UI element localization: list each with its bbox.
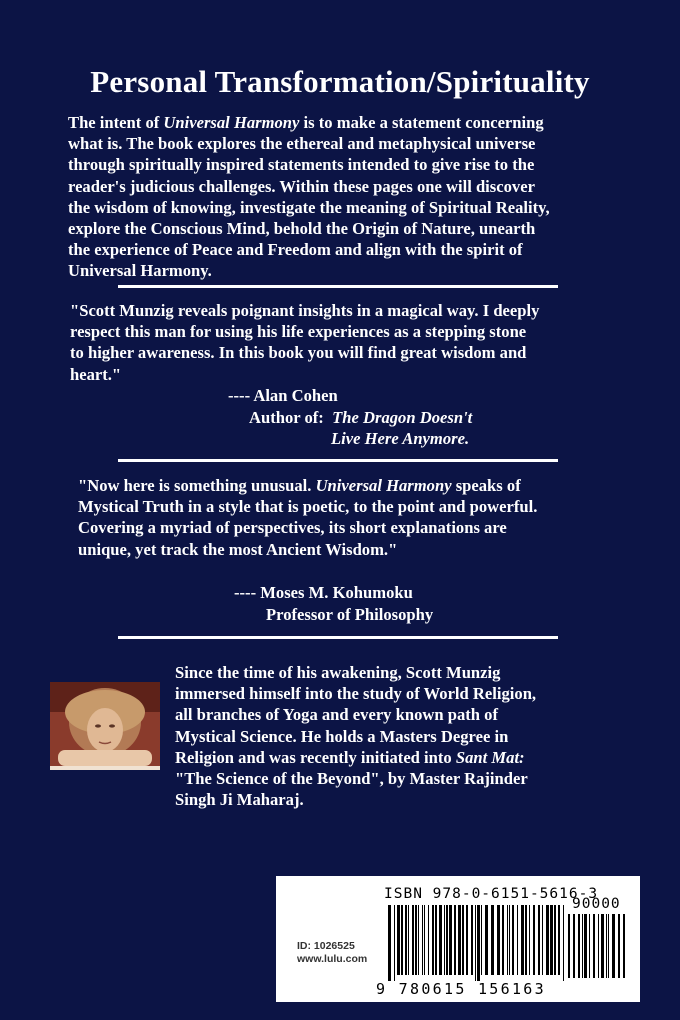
barcode-bar	[578, 914, 580, 978]
quote1-credit: Author of: The Dragon Doesn't	[249, 408, 473, 427]
barcode-bar	[412, 905, 414, 975]
barcode-bar	[422, 905, 423, 975]
quote-line: Mystical Truth in a style that is poetic, to the point and powerful.	[78, 497, 538, 517]
barcode-bar	[458, 905, 461, 975]
bio-line: Religion and was recently initiated into Sant Mat:	[175, 747, 525, 767]
barcode-bar	[623, 914, 625, 978]
barcode-bar	[471, 905, 473, 975]
intro-line: the experience of Peace and Freedom and align with the spirit of	[68, 240, 523, 260]
isbn-label: ISBN 978-0-6151-5616-3	[384, 886, 599, 902]
barcode-bar	[612, 914, 615, 978]
bio-line: "The Science of the Beyond", by Master Rajinder	[175, 769, 528, 789]
intro-line: explore the Conscious Mind, behold the Origin of Nature, unearth	[68, 219, 536, 239]
barcode-bar	[444, 905, 445, 975]
barcode-bar	[475, 905, 476, 981]
barcode-bar	[428, 905, 429, 975]
price-addon-barcode-icon	[568, 914, 630, 994]
bio-line: Mystical Science. He holds a Masters Degree in	[175, 726, 509, 746]
intro-line: what is. The book explores the ethereal and metaphysical universe	[68, 134, 536, 154]
divider-1	[118, 285, 558, 288]
barcode-bar	[525, 905, 527, 975]
barcode-bar	[568, 914, 570, 978]
barcode-bar	[481, 905, 482, 975]
intro-line: The intent of Universal Harmony is to make a statement concerning	[68, 113, 544, 132]
barcode-bar	[584, 914, 587, 978]
barcode-bar	[446, 905, 448, 975]
barcode-bar	[408, 905, 409, 975]
quote-line: "Scott Munzig reveals poignant insights in a magical way. I deeply	[70, 301, 540, 320]
bio-line: immersed himself into the study of World Religion,	[175, 684, 537, 704]
quote-line: unique, yet track the most Ancient Wisdom."	[78, 539, 398, 559]
barcode-bar	[593, 914, 595, 978]
barcode-bar	[449, 905, 452, 975]
barcode-bar	[601, 914, 604, 978]
barcode-bar	[507, 905, 508, 975]
author-portrait-icon	[50, 682, 160, 770]
barcode-bar	[454, 905, 456, 975]
quote-line: to higher awareness. In this book you will find great wisdom and	[70, 343, 527, 363]
barcode-bar	[618, 914, 620, 978]
barcode-bar	[424, 905, 425, 975]
barcode-bar	[397, 905, 400, 975]
barcode-bar	[401, 905, 403, 975]
barcode-bar	[466, 905, 468, 975]
author-photo	[50, 682, 160, 770]
barcode-bar	[405, 905, 407, 975]
barcode-bar	[589, 914, 590, 978]
barcode-bar	[550, 905, 553, 975]
divider-3	[118, 636, 558, 639]
bio-line: all branches of Yoga and every known path of	[175, 705, 498, 725]
barcode-bar	[598, 914, 599, 978]
intro-line: Universal Harmony.	[68, 261, 212, 281]
barcode-bar	[521, 905, 524, 975]
divider-2	[118, 459, 558, 462]
barcode-bar	[477, 905, 480, 981]
barcode-bar	[432, 905, 434, 975]
barcode-bar	[606, 914, 607, 978]
quote-alan-cohen	[70, 300, 630, 385]
book-title-italic: Universal Harmony	[163, 113, 300, 132]
quote1-credit-cont: Live Here Anymore.	[331, 429, 470, 448]
barcode-bar	[512, 905, 514, 975]
quote-moses-kohumoku	[78, 475, 638, 560]
barcode-bar	[554, 905, 556, 975]
bio-line: Singh Ji Maharaj.	[175, 790, 304, 810]
author-bio	[175, 662, 645, 810]
barcode-bar	[563, 905, 564, 981]
barcode-panel	[276, 876, 640, 1002]
barcode-bar	[435, 905, 437, 975]
price-code: 90000	[572, 896, 621, 912]
intro-line: through spiritually inspired statements intended to give rise to the	[68, 155, 535, 175]
quote-line: respect this man for using his life experiences as a stepping stone	[70, 322, 527, 342]
barcode-bar	[502, 905, 504, 975]
barcode-bar	[485, 905, 488, 975]
barcode-bar	[491, 905, 494, 975]
lulu-id: ID: 1026525	[297, 940, 355, 952]
lulu-url: www.lulu.com	[297, 953, 368, 965]
barcode-bar	[509, 905, 510, 975]
barcode-bar	[497, 905, 500, 975]
barcode-bar	[415, 905, 417, 975]
quote2-author: ---- Moses M. Kohumoku	[234, 583, 413, 602]
barcode-bar	[529, 905, 530, 975]
quote-line: Covering a myriad of perspectives, its short explanations are	[78, 518, 507, 538]
barcode-bar	[388, 905, 391, 981]
barcode-bar	[533, 905, 535, 975]
isbn-digits: 9 780615 156163	[376, 980, 546, 998]
intro-line: the wisdom of knowing, investigate the meaning of Spiritual Reality,	[68, 197, 550, 217]
barcode-bar	[462, 905, 464, 975]
cover-heading: Personal Transformation/Spirituality	[90, 64, 590, 99]
barcode-bar	[394, 905, 395, 981]
barcode-bar	[608, 914, 609, 978]
intro-paragraph	[68, 112, 628, 282]
barcode-bar	[558, 905, 560, 975]
barcode-bar	[573, 914, 575, 978]
barcode-bar	[546, 905, 549, 975]
bio-line: Since the time of his awakening, Scott Munzig	[175, 663, 501, 682]
quote2-credit: Professor of Philosophy	[266, 605, 434, 624]
barcode-bar	[542, 905, 543, 975]
quote1-author: ---- Alan Cohen	[228, 386, 338, 405]
intro-line: reader's judicious challenges. Within these pages one will discover	[68, 176, 535, 196]
barcode-bar	[538, 905, 540, 975]
barcode-bar	[418, 905, 419, 975]
ean-barcode-icon	[388, 905, 566, 985]
quote-line: heart."	[70, 364, 122, 384]
barcode-bar	[439, 905, 442, 975]
barcode-bar	[517, 905, 518, 975]
barcode-bar	[582, 914, 583, 978]
quote-line: "Now here is something unusual. Universal Harmony speaks of	[78, 476, 521, 495]
